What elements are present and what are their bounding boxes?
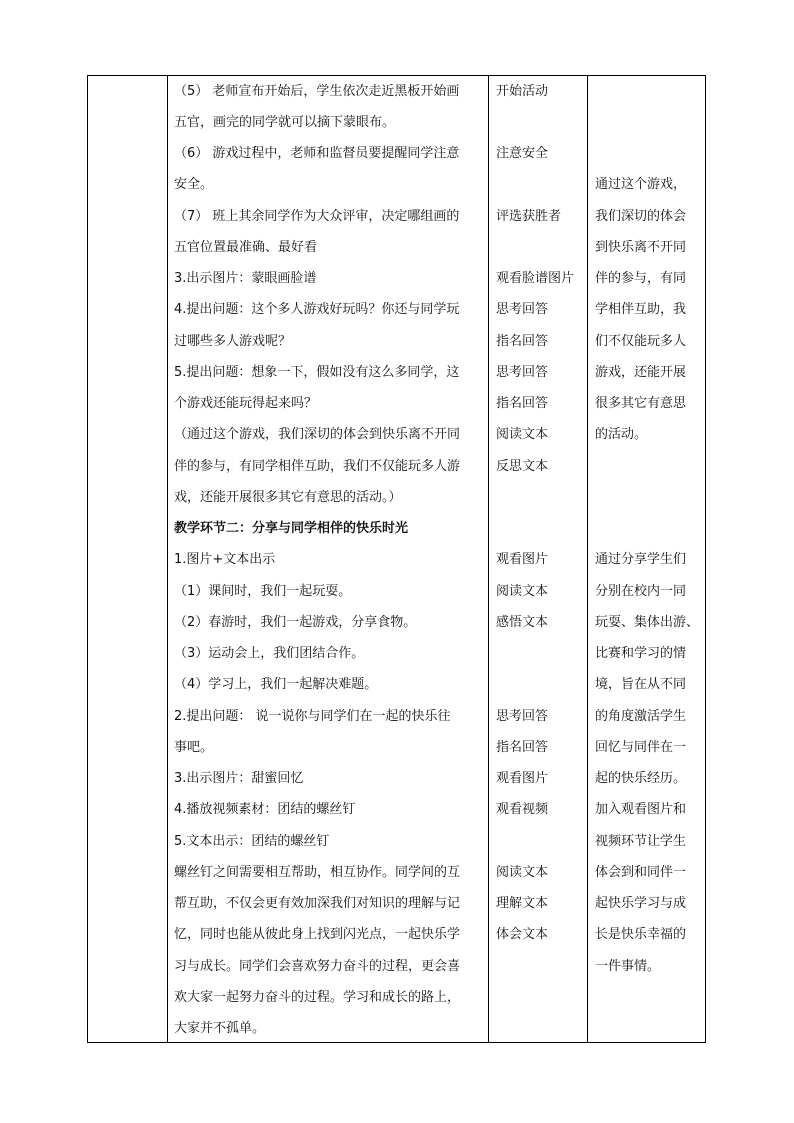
- col2-line: （7） 班上其余同学作为大众评审，决定哪组画的: [174, 209, 460, 224]
- col2-line: 大家并不孤单。: [174, 1021, 266, 1036]
- col4-line: 到快乐离不开同: [595, 240, 687, 255]
- col2-line: 五官，画完的同学就可以摘下蒙眼布。: [174, 115, 396, 130]
- col3-line: 观看视频: [496, 802, 549, 817]
- col4-line: 游戏，还能开展: [595, 365, 687, 380]
- col4-line: 的活动。: [595, 427, 648, 442]
- col3-line: 阅读文本: [496, 584, 549, 599]
- col3-line: 体会文本: [496, 927, 549, 942]
- col3-line: 指名回答: [496, 334, 549, 349]
- col2-line: 螺丝钉之间需要相互帮助，相互协作。同学间的互: [174, 865, 461, 880]
- column-divider-3: [587, 76, 588, 1042]
- col2-line: 忆，同时也能从彼此身上找到闪光点，一起快乐学: [174, 927, 461, 942]
- col2-line: 3.出示图片：甜蜜回忆: [174, 771, 304, 786]
- col3-line: 指名回答: [496, 396, 549, 411]
- col4-line: 伴的参与，有同: [595, 271, 687, 286]
- col2-line: 事吧。: [174, 740, 214, 755]
- col2-line: 2.提出问题： 说一说你与同学们在一起的快乐往: [174, 709, 451, 724]
- col3-line: 理解文本: [496, 896, 549, 911]
- col3-line: 反思文本: [496, 459, 549, 474]
- col2-line: 戏，还能开展很多其它有意思的活动。）: [174, 490, 402, 505]
- col4-line: 们不仅能玩多人: [595, 334, 687, 349]
- column-divider-1: [167, 76, 168, 1042]
- col3-line: 思考回答: [496, 302, 549, 317]
- col3-line: 评选获胜者: [496, 209, 562, 224]
- col3-line: 感悟文本: [496, 615, 549, 630]
- col2-line: 帮互助，不仅会更有效加深我们对知识的理解与记: [174, 896, 461, 911]
- col4-line: 学相伴互助，我: [595, 302, 687, 317]
- col3-line: 指名回答: [496, 740, 549, 755]
- col2-line: 5.文本出示：团结的螺丝钉: [174, 834, 330, 849]
- col3-line: 开始活动: [496, 84, 549, 99]
- col3-line: 思考回答: [496, 365, 549, 380]
- col3-line: 阅读文本: [496, 865, 549, 880]
- col2-line: 安全。: [174, 177, 214, 192]
- lesson-plan-table: [87, 75, 706, 1043]
- col4-line: 加入观看图片和: [595, 802, 687, 817]
- col2-line: （通过这个游戏，我们深切的体会到快乐离不开同: [174, 427, 461, 442]
- col3-line: 观看脸谱图片: [496, 271, 575, 286]
- col3-line: 思考回答: [496, 709, 549, 724]
- col2-line: （2）春游时，我们一起游戏，分享食物。: [174, 615, 417, 630]
- col2-line: 4.播放视频素材：团结的螺丝钉: [174, 802, 356, 817]
- col2-line: （5） 老师宣布开始后，学生依次走近黑板开始画: [174, 84, 460, 99]
- col2-line: 5.提出问题：想象一下，假如没有这么多同学，这: [174, 365, 460, 380]
- col3-line: 注意安全: [496, 146, 549, 161]
- col2-line: 4.提出问题：这个多人游戏好玩吗？你还与同学玩: [174, 302, 460, 317]
- col2-line: （6） 游戏过程中，老师和监督员要提醒同学注意: [174, 146, 460, 161]
- col2-line: 1.图片+文本出示: [174, 552, 276, 567]
- col2-line: 个游戏还能玩得起来吗？: [174, 396, 318, 411]
- column-divider-2: [488, 76, 489, 1042]
- col4-line: 境，旨在从不同: [595, 677, 687, 692]
- col2-line: 习与成长。同学们会喜欢努力奋斗的过程，更会喜: [174, 959, 461, 974]
- col4-line: 回忆与同伴在一: [595, 740, 687, 755]
- col4-line: 体会到和同伴一: [595, 865, 687, 880]
- col2-line: 欢大家一起努力奋斗的过程。学习和成长的路上，: [174, 990, 461, 1005]
- col2-line: 伴的参与，有同学相伴互助，我们不仅能玩多人游: [174, 459, 461, 474]
- col2-line: （4）学习上，我们一起解决难题。: [174, 677, 378, 692]
- col4-line: 的角度激活学生: [595, 709, 687, 724]
- col4-line: 玩耍、集体出游、: [595, 615, 700, 630]
- col4-line: 一件事情。: [595, 959, 661, 974]
- col4-line: 比赛和学习的情: [595, 646, 687, 661]
- col4-line: 起的快乐经历。: [595, 771, 687, 786]
- col4-line: 分别在校内一同: [595, 584, 687, 599]
- col4-line: 长是快乐幸福的: [595, 927, 687, 942]
- col2-line: 教学环节二：分享与同学相伴的快乐时光: [174, 521, 409, 536]
- col4-line: 视频环节让学生: [595, 834, 687, 849]
- col4-line: 我们深切的体会: [595, 209, 687, 224]
- col2-line: 五官位置最准确、最好看: [174, 240, 318, 255]
- col2-line: 过哪些多人游戏呢？: [174, 334, 292, 349]
- col3-line: 观看图片: [496, 552, 549, 567]
- col4-line: 起快乐学习与成: [595, 896, 687, 911]
- col4-line: 通过分享学生们: [595, 552, 687, 567]
- col3-line: 观看图片: [496, 771, 549, 786]
- col3-line: 阅读文本: [496, 427, 549, 442]
- col4-line: 很多其它有意思: [595, 396, 687, 411]
- col4-line: 通过这个游戏，: [595, 177, 687, 192]
- col2-line: 3.出示图片：蒙眼画脸谱: [174, 271, 317, 286]
- col2-line: （1）课间时，我们一起玩耍。: [174, 584, 352, 599]
- col2-line: （3）运动会上，我们团结合作。: [174, 646, 365, 661]
